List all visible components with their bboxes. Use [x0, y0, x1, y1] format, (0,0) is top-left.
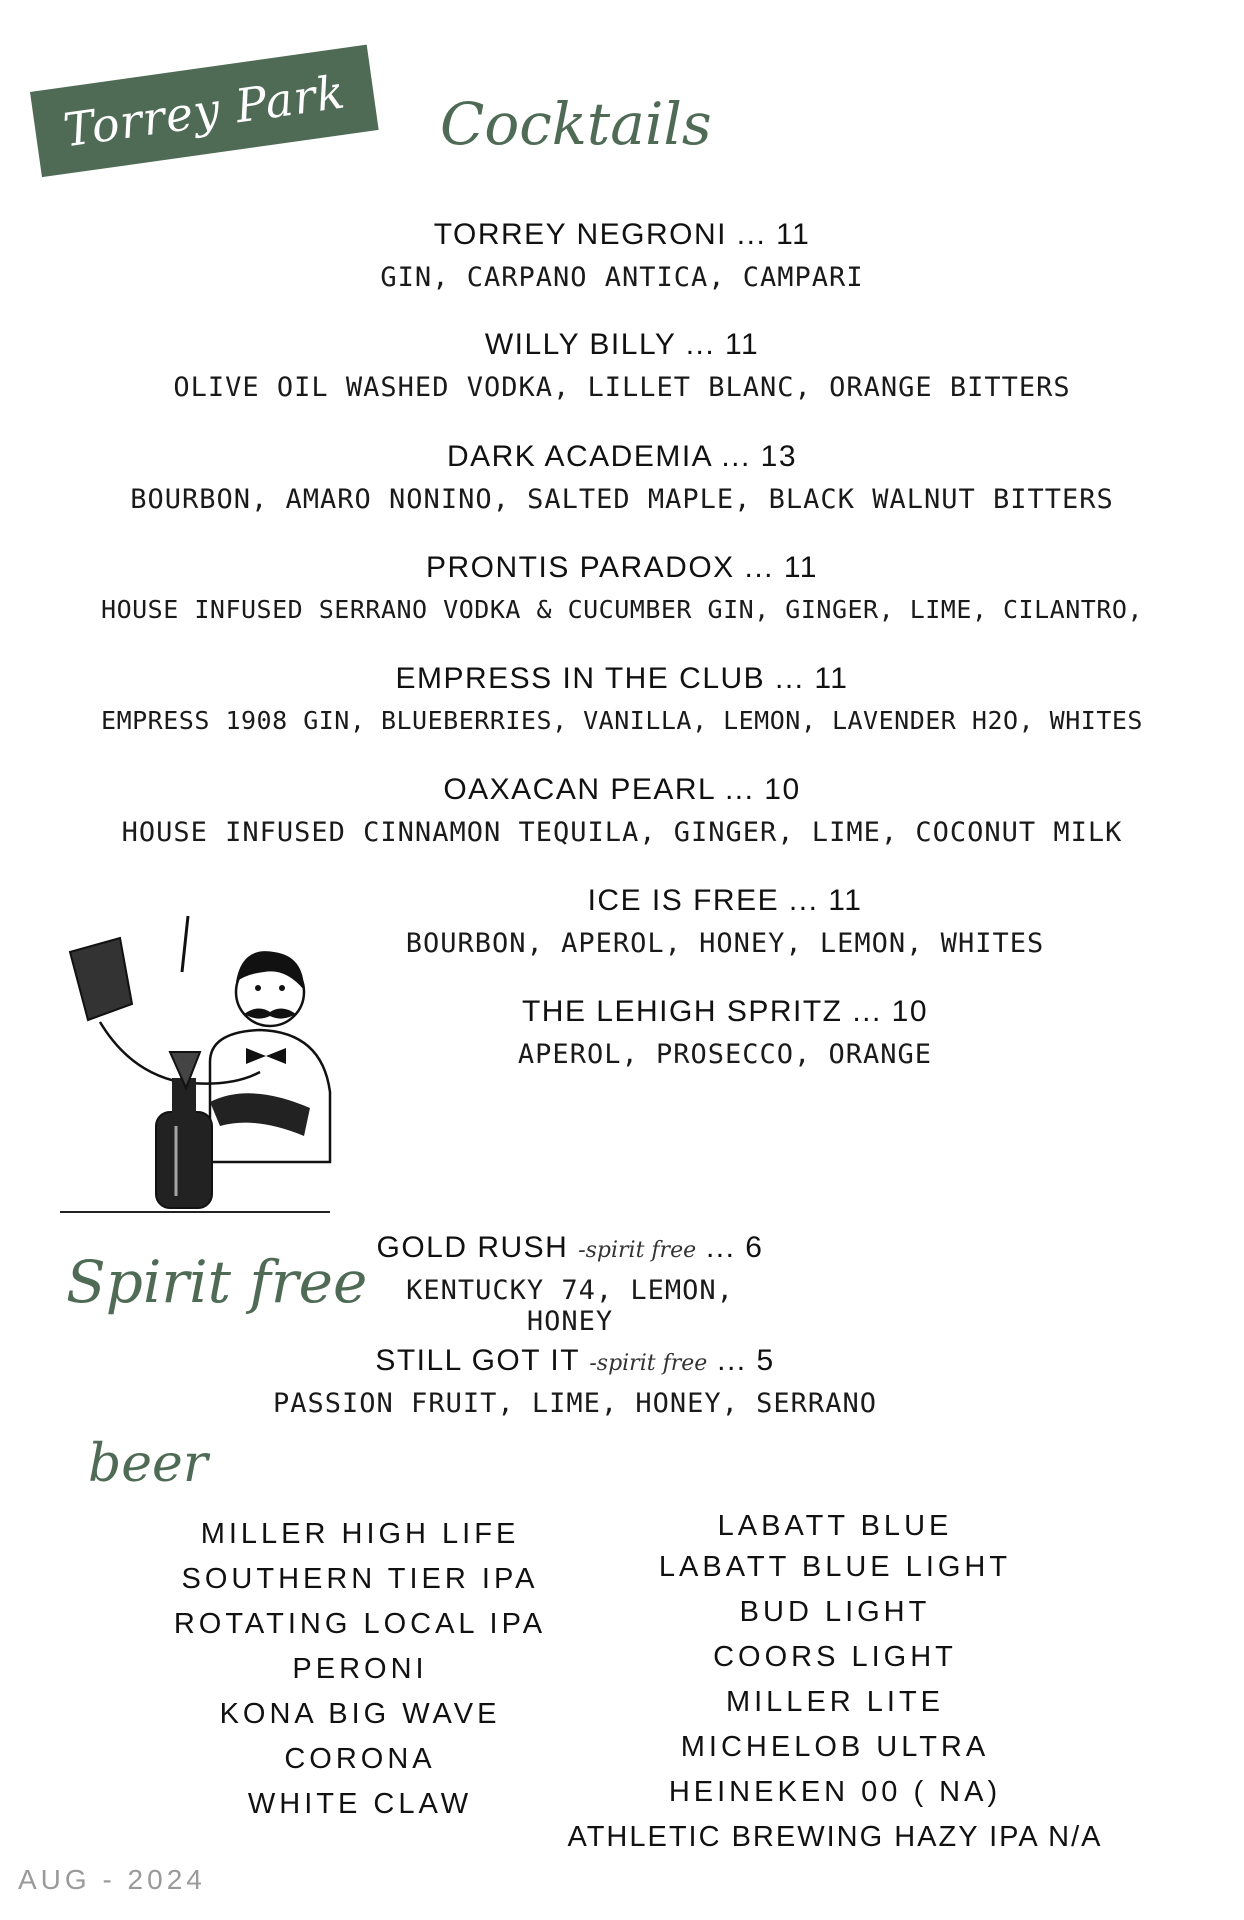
menu-item	[360, 1231, 780, 1337]
beer-item: MILLER LITE	[725, 1686, 945, 1718]
menu-item	[0, 1344, 1150, 1419]
item-description: HOUSE INFUSED SERRANO VODKA & CUCUMBER GIN, GINGER, LIME, CILANTRO,	[101, 595, 1143, 624]
menu-item	[0, 328, 1244, 403]
item-name: EMPRESS IN THE CLUB ... 11	[395, 662, 849, 695]
item-name: PRONTIS PARADOX ... 11	[426, 551, 818, 584]
item-description: EMPRESS 1908 GIN, BLUEBERRIES, VANILLA, LEMON, LAVENDER H2O, WHITES	[101, 706, 1143, 735]
beer-item: BUD LIGHT	[739, 1596, 931, 1628]
beer-item: KONA BIG WAVE	[219, 1698, 501, 1730]
beer-item: ATHLETIC BREWING HAZY IPA N/A	[567, 1821, 1103, 1853]
item-price: ... 5	[717, 1344, 775, 1377]
spirit-free-tag: -spirit free	[589, 1351, 708, 1376]
item-name: STILL GOT IT	[375, 1344, 580, 1377]
item-name: GOLD RUSH	[376, 1231, 569, 1264]
menu-item	[360, 884, 1090, 959]
beer-heading: beer	[88, 1434, 208, 1494]
beer-item: PERONI	[292, 1653, 428, 1685]
menu-item	[0, 218, 1244, 293]
beer-item: CORONA	[284, 1743, 436, 1775]
beer-item: HEINEKEN 00 ( NA)	[668, 1776, 1002, 1808]
item-description: HOUSE INFUSED CINNAMON TEQUILA, GINGER, LIME, COCONUT MILK	[121, 817, 1123, 848]
item-name: ICE IS FREE ... 11	[587, 884, 863, 917]
beer-item: SOUTHERN TIER IPA	[181, 1563, 539, 1595]
spirit-free-tag: -spirit free	[578, 1238, 697, 1263]
menu-item	[0, 440, 1244, 515]
item-description: BOURBON, APEROL, HONEY, LEMON, WHITES	[405, 928, 1045, 959]
beer-item: LABATT BLUE LIGHT	[658, 1551, 1012, 1583]
beer-item: WHITE CLAW	[247, 1788, 473, 1820]
menu-item	[360, 995, 1090, 1070]
cocktails-heading: Cocktails	[440, 90, 712, 158]
menu-item	[0, 773, 1244, 848]
item-description: BOURBON, AMARO NONINO, SALTED MAPLE, BLACK WALNUT BITTERS	[130, 484, 1114, 515]
menu-date: AUG - 2024	[18, 1864, 206, 1895]
beer-item: MICHELOB ULTRA	[680, 1731, 990, 1763]
menu-item	[0, 662, 1244, 735]
item-description: GIN, CARPANO ANTICA, CAMPARI	[380, 262, 864, 293]
beer-list-right	[560, 1507, 1110, 1860]
beer-item: ROTATING LOCAL IPA	[173, 1608, 547, 1640]
item-description: KENTUCKY 74, LEMON, HONEY	[406, 1275, 734, 1337]
beer-item: COORS LIGHT	[713, 1641, 957, 1673]
beer-list-left	[160, 1512, 560, 1827]
brand-name: Torrey Park	[60, 64, 349, 158]
item-name: OAXACAN PEARL ... 10	[443, 773, 801, 806]
item-name: WILLY BILLY ... 11	[484, 328, 760, 361]
item-name: THE LEHIGH SPRITZ ... 10	[521, 995, 929, 1028]
beer-item: MILLER HIGH LIFE	[200, 1518, 520, 1550]
item-name: TORREY NEGRONI ... 11	[433, 218, 811, 251]
brand-banner	[30, 45, 379, 177]
item-name: DARK ACADEMIA ... 13	[446, 440, 798, 473]
item-description: PASSION FRUIT, LIME, HONEY, SERRANO	[273, 1388, 877, 1419]
menu-item	[0, 551, 1244, 624]
item-price: ... 6	[705, 1231, 764, 1264]
bartender-illustration	[60, 912, 340, 1222]
item-description: APEROL, PROSECCO, ORANGE	[517, 1039, 933, 1070]
beer-item: LABATT BLUE	[717, 1510, 953, 1542]
spirit-free-heading: Spirit free	[66, 1248, 368, 1316]
item-description: OLIVE OIL WASHED VODKA, LILLET BLANC, ORANGE BITTERS	[173, 372, 1071, 403]
